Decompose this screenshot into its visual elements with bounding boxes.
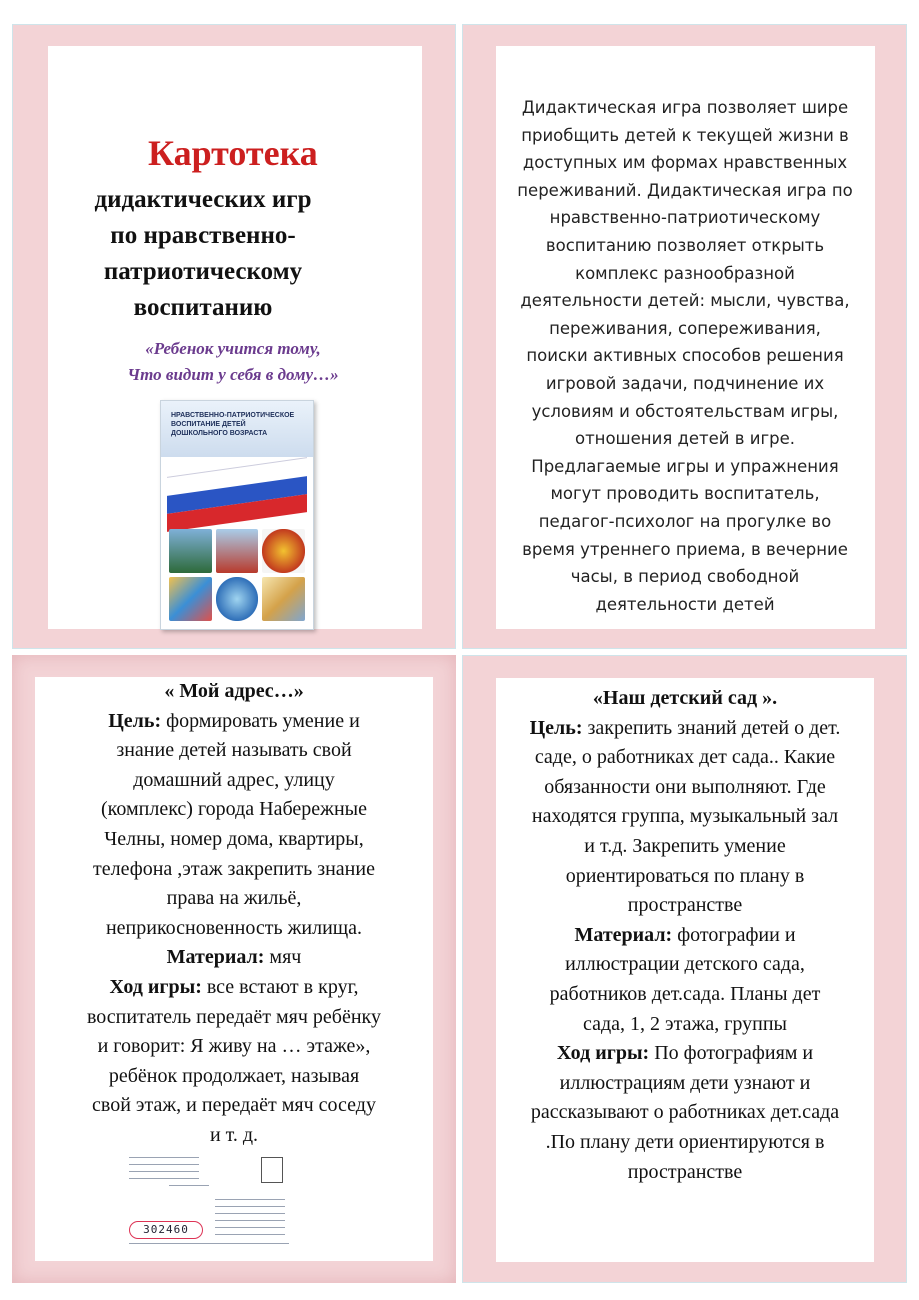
stamp-box-icon bbox=[261, 1157, 283, 1183]
intro-line: отношения детей в игре. bbox=[574, 429, 796, 449]
envelope-zip-code: 302460 bbox=[129, 1221, 203, 1239]
envelope-line bbox=[129, 1171, 199, 1172]
course-line: свой этаж, и передаёт мяч соседу bbox=[92, 1094, 376, 1117]
intro-line: время утреннего приема, в вечерние bbox=[522, 539, 848, 559]
intro-line: могут проводить воспитатель, bbox=[550, 484, 820, 504]
envelope-line bbox=[169, 1185, 209, 1186]
material-label: Материал: bbox=[574, 923, 673, 946]
globe-icon bbox=[216, 577, 259, 621]
book-title bbox=[171, 411, 309, 438]
envelope-line bbox=[215, 1206, 285, 1207]
goal-text: формировать умение и bbox=[161, 709, 360, 732]
family-icon bbox=[262, 577, 305, 621]
intro-line: доступных им формах нравственных bbox=[522, 153, 848, 173]
material-text: фотографии и bbox=[672, 923, 796, 946]
envelope-image bbox=[129, 1147, 289, 1247]
cover-card bbox=[12, 24, 456, 649]
goal-line bbox=[496, 714, 874, 744]
intro-line: условиям и обстоятельствам игры, bbox=[531, 401, 839, 421]
book-title-line: НРАВСТВЕННО-ПАТРИОТИЧЕСКОЕ bbox=[171, 412, 295, 419]
book-title-line: ДОШКОЛЬНОГО ВОЗРАСТА bbox=[171, 430, 268, 437]
book-cover-image bbox=[160, 400, 314, 630]
envelope-line bbox=[129, 1243, 289, 1244]
course-line bbox=[39, 973, 429, 1003]
game-title: «Наш детский сад ». bbox=[592, 687, 778, 709]
book-title-line: ВОСПИТАНИЕ ДЕТЕЙ bbox=[171, 421, 246, 428]
goal-label: Цель: bbox=[529, 716, 583, 739]
coat-of-arms-icon bbox=[262, 529, 305, 573]
course-label: Ход игры: bbox=[556, 1042, 650, 1065]
material-line: иллюстрации детского сада, bbox=[565, 953, 805, 976]
intro-line: нравственно-патриотическому bbox=[549, 208, 821, 228]
russian-flag-icon bbox=[167, 457, 307, 531]
intro-line: приобщить детей к текущей жизни в bbox=[521, 125, 849, 145]
course-text: все встают в круг, bbox=[201, 975, 359, 998]
goal-line: пространстве bbox=[627, 894, 743, 917]
course-line: и т. д. bbox=[209, 1123, 259, 1146]
material-line: работников дет.сада. Планы дет bbox=[549, 982, 821, 1005]
intro-text bbox=[502, 94, 868, 618]
goal-line bbox=[39, 707, 429, 737]
game-kindergarten-card bbox=[462, 655, 907, 1283]
envelope-line bbox=[129, 1157, 199, 1158]
intro-line: комплекс разнообразной bbox=[575, 263, 795, 283]
intro-line: педагог-психолог на прогулке во bbox=[538, 511, 832, 531]
envelope-line bbox=[215, 1213, 285, 1214]
goal-line: домашний адрес, улицу bbox=[133, 768, 335, 791]
intro-line: поиски активных способов решения bbox=[526, 346, 844, 366]
intro-card bbox=[462, 24, 907, 649]
game-address-text bbox=[39, 677, 429, 1151]
goal-line: (комплекс) города Набережные bbox=[101, 798, 367, 821]
cover-subtitle bbox=[48, 182, 358, 326]
envelope-line bbox=[215, 1199, 285, 1200]
course-line: .По плану дети ориентируются в bbox=[545, 1130, 825, 1153]
course-line bbox=[496, 1039, 874, 1069]
intro-line: переживания, сопереживания, bbox=[549, 318, 821, 338]
kremlin-tower-icon bbox=[216, 529, 259, 573]
course-text: По фотографиям и bbox=[649, 1042, 814, 1065]
cover-card-inner bbox=[48, 46, 422, 629]
game-title: « Мой адрес…» bbox=[164, 680, 304, 702]
game-address-card bbox=[12, 655, 456, 1283]
goal-line: и т.д. Закрепить умение bbox=[584, 834, 786, 857]
goal-line: телефона ,этаж закрепить знание bbox=[93, 857, 375, 880]
goal-line: саде, о работниках дет сада.. Какие bbox=[534, 746, 836, 769]
material-line: сада, 1, 2 этажа, группы bbox=[583, 1012, 787, 1035]
envelope-line bbox=[129, 1178, 199, 1179]
course-line: воспитатель передаёт мяч ребёнку bbox=[87, 1005, 381, 1028]
goal-line: ориентироваться по плану в bbox=[565, 864, 805, 887]
game-kindergarten-text bbox=[496, 684, 874, 1187]
envelope-line bbox=[215, 1227, 285, 1228]
intro-card-inner bbox=[496, 46, 875, 629]
course-line: иллюстрациям дети узнают и bbox=[559, 1071, 811, 1094]
cover-subtitle-line: по нравственно- bbox=[110, 222, 296, 249]
intro-line: Предлагаемые игры и упражнения bbox=[531, 456, 839, 476]
intro-line: часы, в период свободной bbox=[570, 567, 800, 587]
goal-line: находятся группа, музыкальный зал bbox=[531, 805, 839, 828]
course-line: и говорит: Я живу на … этаже», bbox=[97, 1035, 371, 1058]
children-icon bbox=[169, 577, 212, 621]
goal-line: знание детей называть свой bbox=[116, 739, 352, 762]
goal-line: обязанности они выполняют. Где bbox=[544, 775, 826, 798]
cover-title: Картотека bbox=[148, 133, 318, 173]
cover-quote-line: «Ребенок учится тому, bbox=[145, 339, 321, 358]
envelope-line bbox=[215, 1220, 285, 1221]
intro-line: деятельности детей bbox=[595, 594, 775, 614]
goal-label: Цель: bbox=[108, 709, 162, 732]
intro-line: воспитанию позволяет открыть bbox=[545, 235, 825, 255]
monument-icon bbox=[169, 529, 212, 573]
cover-quote-line: Что видит у себя в дому…» bbox=[127, 365, 339, 384]
course-line: рассказывают о работниках дет.сада bbox=[530, 1101, 840, 1124]
course-line: ребёнок продолжает, называя bbox=[108, 1064, 360, 1087]
goal-line: Челны, номер дома, квартиры, bbox=[104, 827, 364, 850]
intro-line: переживаний. Дидактическая игра по bbox=[517, 180, 853, 200]
goal-line: права на жильё, bbox=[166, 887, 302, 910]
intro-line: деятельности детей: мысли, чувства, bbox=[520, 291, 850, 311]
course-label: Ход игры: bbox=[109, 975, 202, 998]
game-kindergarten-card-inner bbox=[496, 678, 874, 1262]
goal-text: закрепить знаний детей о дет. bbox=[582, 716, 841, 739]
cover-quote bbox=[88, 336, 378, 388]
material-text: мяч bbox=[264, 946, 302, 969]
intro-line: Дидактическая игра позволяет шире bbox=[521, 98, 849, 117]
material-label: Материал: bbox=[166, 946, 265, 969]
game-address-card-inner bbox=[35, 677, 433, 1261]
material-line bbox=[39, 943, 429, 973]
envelope-line bbox=[129, 1164, 199, 1165]
material-line bbox=[496, 921, 874, 951]
book-illustrations bbox=[169, 529, 305, 621]
envelope-line bbox=[215, 1234, 285, 1235]
cover-subtitle-line: патриотическому bbox=[103, 258, 303, 285]
goal-line: неприкосновенность жилища. bbox=[105, 916, 363, 939]
cover-subtitle-line: дидактических игр bbox=[94, 186, 312, 213]
cover-subtitle-line: воспитанию bbox=[133, 294, 273, 321]
intro-line: игровой задачи, подчинение их bbox=[545, 373, 825, 393]
course-line: пространстве bbox=[627, 1160, 743, 1183]
